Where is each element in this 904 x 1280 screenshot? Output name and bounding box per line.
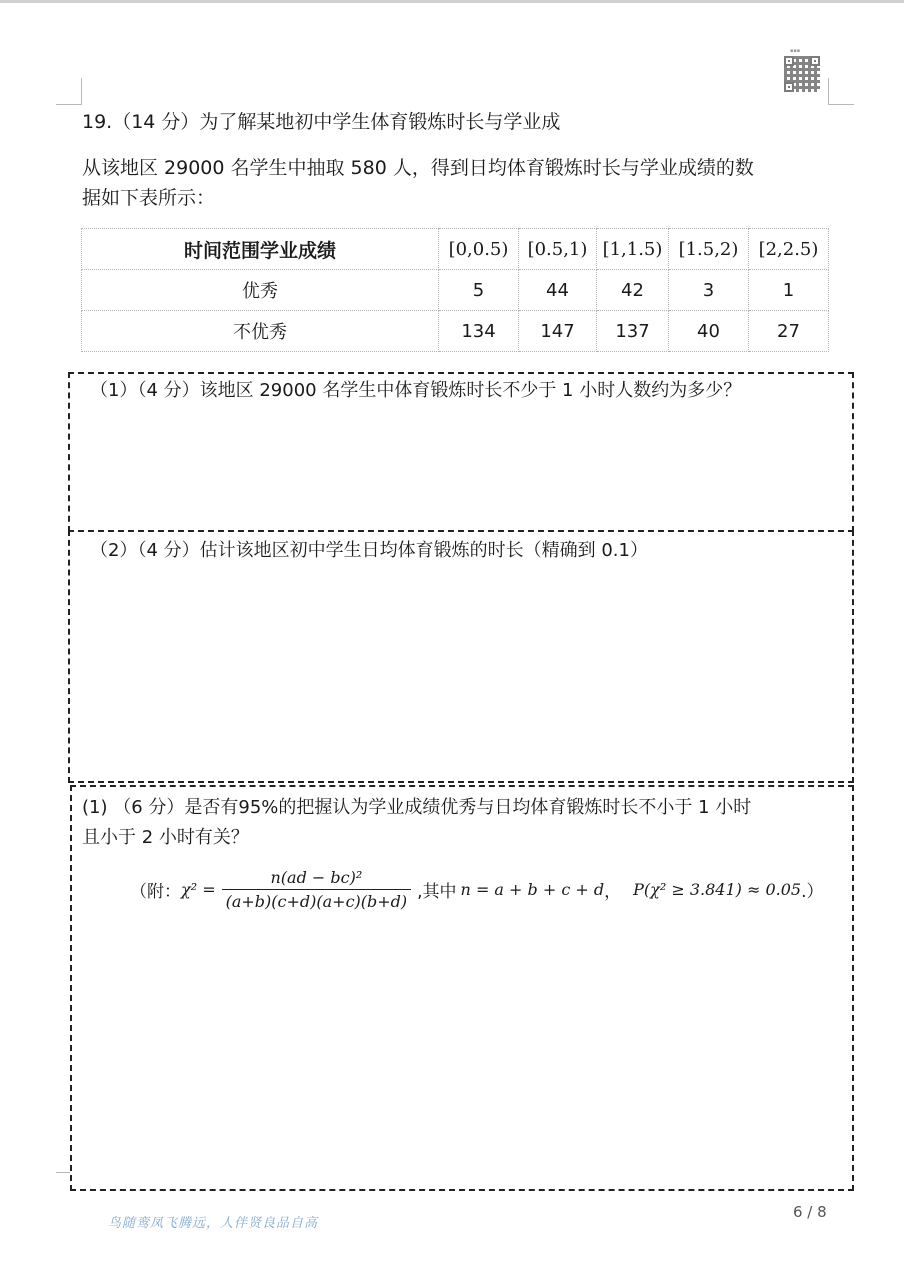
formula-separator: ， <box>604 881 622 902</box>
table-cell: 1 <box>749 270 829 311</box>
formula-numerator: n(ad − bc)² <box>270 867 363 887</box>
row-label: 不优秀 <box>82 311 439 352</box>
formula-fraction <box>222 868 412 911</box>
table-cell: 40 <box>669 311 749 352</box>
formula-n-definition: n = a + b + c + d <box>460 879 605 899</box>
table-header-row <box>82 229 829 270</box>
crop-mark <box>828 78 829 104</box>
table-row <box>82 311 829 352</box>
table-cell: 147 <box>519 311 597 352</box>
row-label: 优秀 <box>82 270 439 311</box>
table-corner-header: 时间范围学业成绩 <box>82 229 439 270</box>
data-table <box>81 228 829 352</box>
table-interval-header: [0.5,1) <box>519 229 597 270</box>
table-row <box>82 270 829 311</box>
table-cell: 3 <box>669 270 749 311</box>
page-number: 6 / 8 <box>793 1203 827 1221</box>
question-title: 19.（14 分）为了解某地初中学生体育锻炼时长与学业成 <box>82 111 561 133</box>
question-intro: 从该地区 29000 名学生中抽取 580 人，得到日均体育锻炼时长与学业成绩的数 <box>82 157 754 179</box>
qr-caption: ▪▪▪ <box>790 48 801 54</box>
table-cell: 137 <box>597 311 669 352</box>
part-2-question: （2）（4 分）估计该地区初中学生日均体育锻炼的时长（精确到 0.1） <box>90 540 648 561</box>
formula-probability: P(χ² ≥ 3.841) ≈ 0.05 <box>633 879 802 899</box>
table-cell: 44 <box>519 270 597 311</box>
top-edge <box>0 0 904 3</box>
part-1-question: （1）（4 分）该地区 29000 名学生中体育锻炼时长不少于 1 小时人数约为多少？ <box>90 380 742 401</box>
table-cell: 134 <box>439 311 519 352</box>
part-3-question: (1) （6 分）是否有95%的把握认为学业成绩优秀与日均体育锻炼时长不小于 1 小时 <box>82 797 752 818</box>
crop-mark <box>81 78 82 104</box>
formula-denominator: (a+b)(c+d)(a+c)(b+d) <box>222 889 412 911</box>
part-3-question-cont: 且小于 2 小时有关？ <box>82 827 249 848</box>
chi-square-formula <box>130 858 824 920</box>
formula-lhs: χ² = <box>181 879 216 899</box>
formula-middle: ,其中 <box>417 881 457 902</box>
table-interval-header: [2,2.5) <box>749 229 829 270</box>
crop-mark <box>828 104 854 105</box>
table-interval-header: [0,0.5) <box>439 229 519 270</box>
formula-suffix: .） <box>801 881 824 902</box>
answer-box-2[interactable] <box>68 530 854 783</box>
footer-motto: 鸟随鸾凤飞腾远，人伴贤良品自高 <box>108 1216 319 1231</box>
table-cell: 5 <box>439 270 519 311</box>
table-cell: 42 <box>597 270 669 311</box>
table-interval-header: [1,1.5) <box>597 229 669 270</box>
question-intro-cont: 据如下表所示： <box>82 187 216 209</box>
qr-code-icon <box>784 56 820 92</box>
table-cell: 27 <box>749 311 829 352</box>
crop-mark <box>56 104 82 105</box>
crop-mark <box>56 1172 70 1173</box>
table-interval-header: [1.5,2) <box>669 229 749 270</box>
formula-prefix: （附： <box>130 881 181 902</box>
